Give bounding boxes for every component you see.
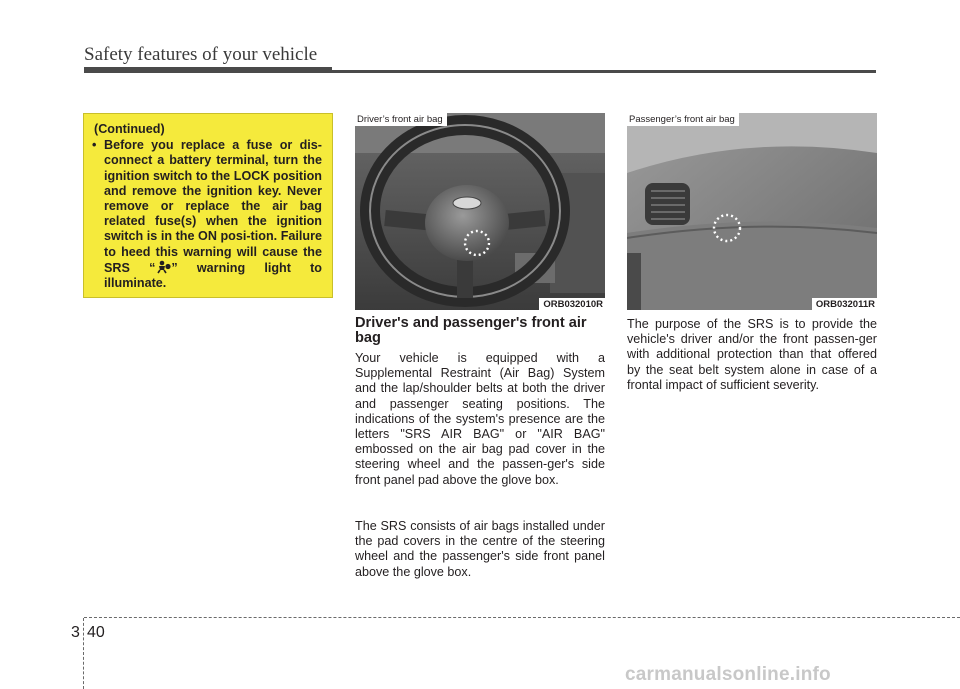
page-number: 40 [87, 624, 105, 641]
driver-airbag-photo [355, 113, 605, 310]
chapter-number: 3 [71, 624, 80, 641]
figure-code-driver: ORB032010R [539, 298, 605, 310]
paragraph-srs-components: The SRS consists of air bags installed under the pad covers in the centre of the steering wheel and the passenger's side front panel above the glove box. [355, 519, 605, 579]
section-title: Driver's and passenger's front air bag [355, 315, 587, 346]
figure-label-driver: Driver’s front air bag [355, 113, 447, 126]
srs-airbag-warning-icon [155, 260, 171, 274]
warning-bullet [92, 138, 322, 291]
steering-wheel-illustration [355, 113, 605, 310]
bullet-icon: • [92, 138, 97, 153]
page-header-title: Safety features of your vehicle [84, 44, 318, 65]
header-rule [84, 70, 876, 73]
warning-text-before-icon: Before you replace a fuse or dis-connect a battery terminal, turn the ignition switch to the LOCK position and remove the ignition key. Never remove or replace the air bag related fuse(s) when the ignition switch is in the ON posi-tion. Failure to heed this warning will cause the SRS “ [104, 138, 322, 275]
paragraph-srs-purpose: The purpose of the SRS is to provide the vehicle's driver and/or the front passen-ger with additional protection than that offered by the seat belt system alone in case of a frontal impact of sufficient severity. [627, 317, 877, 392]
footer-rule [84, 617, 960, 619]
warning-text [104, 138, 322, 291]
dashboard-illustration [627, 113, 877, 310]
footer-divider [83, 618, 85, 689]
figure-code-passenger: ORB032011R [812, 298, 877, 310]
passenger-airbag-photo [627, 113, 877, 310]
warning-text-after-icon: ” warning light to illuminate. [104, 260, 322, 291]
watermark: carmanualsonline.info [625, 664, 831, 685]
warning-continued: (Continued) [94, 122, 165, 136]
paragraph-srs-description: Your vehicle is equipped with a Supplemental Restraint (Air Bag) System and the lap/shoulder belts at both the driver and passenger seating positions. The indications of the system's presence are the letters "SRS AIR BAG" or "AIR BAG" embossed on the air bag pad cover in the steering wheel and the passen-ger's side front panel pad above the glove box. [355, 351, 605, 487]
figure-label-passenger: Passenger’s front air bag [627, 113, 739, 126]
warning-box [83, 113, 333, 298]
